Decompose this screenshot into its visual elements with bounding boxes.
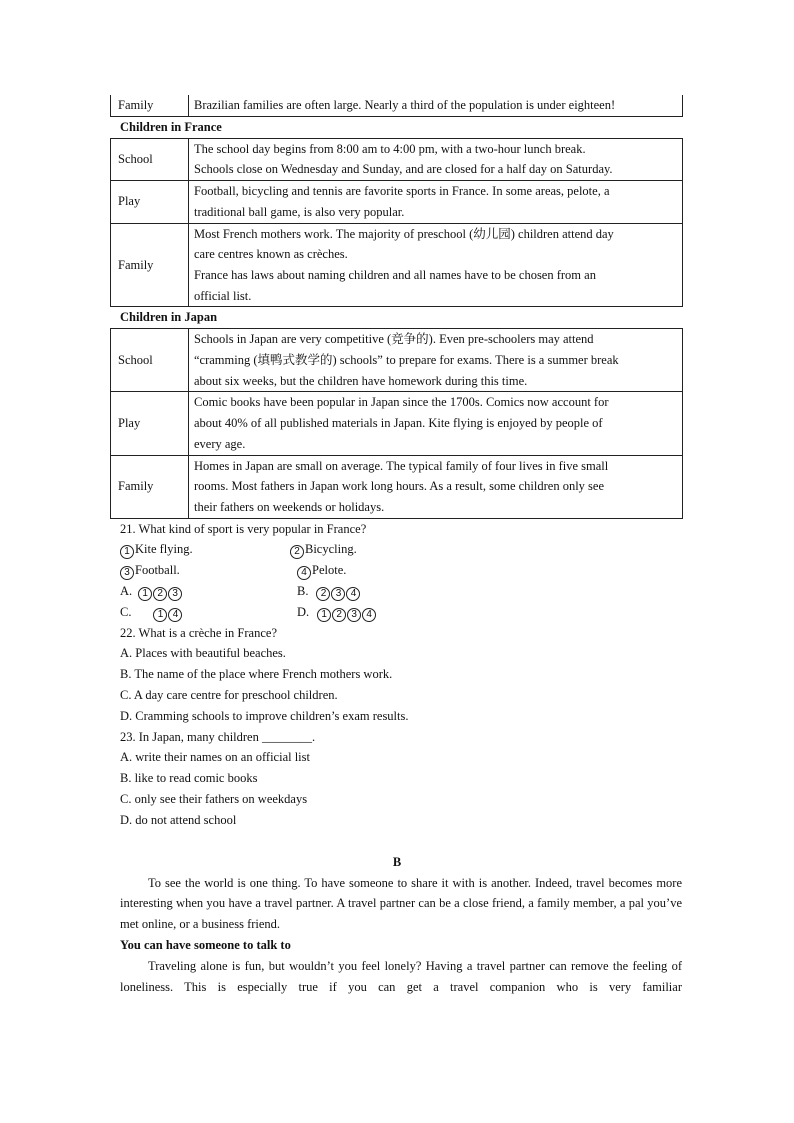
table-row [111,181,683,223]
row-text-line: Comic books have been popular in Japan since the 1700s. Comics now account for [194,395,609,410]
row-text-line: “cramming (填鸭式教学的) schools” to prepare for exams. There is a summer break [194,353,619,368]
row-text-line: about six weeks, but the children have homework during this time. [194,373,528,388]
france-heading: Children in France [120,119,222,134]
choice-letter: C. [120,604,132,619]
row-text-line: Schools close on Wednesday and Sunday, and are closed for a half day on Saturday. [194,162,613,177]
row-text-line: The school day begins from 8:00 am to 4:00 pm, with a two-hour lunch break. [194,141,586,156]
q21-choices-row1 [110,581,684,602]
q21-choice-d [297,602,377,623]
circled-number-icon: 2 [153,587,167,601]
row-label: Family [111,455,189,518]
row-label: Family [111,95,189,116]
row-text [189,455,683,518]
q21-item-4: 4 Pelote. [297,560,346,581]
circled-number-icon: 2 [332,608,346,622]
q23-option-a: A. write their names on an official list [120,750,310,765]
row-text [189,181,683,223]
q23-option-c: C. only see their fathers on weekdays [120,792,308,807]
q23-stem: 23. In Japan, many children ________. [120,729,316,744]
q23-option-d: D. do not attend school [120,812,237,827]
circled-number-icon: 4 [297,566,311,580]
circled-number-icon: 3 [331,587,345,601]
q21-items-row2 [110,560,684,581]
row-text [189,392,683,455]
q22-stem: 22. What is a crèche in France? [120,625,277,640]
row-text-line: Football, bicycling and tennis are favorite sports in France. In some areas, pelote, a [194,184,610,199]
q22-option-b: B. The name of the place where French mothers work. [120,667,393,682]
circled-number-icon: 3 [168,587,182,601]
q21-item-3: 3 Football. [120,563,180,577]
q21-choice-a [120,584,183,598]
row-label: School [111,138,189,180]
row-text-line: care centres known as crèches. [194,247,348,262]
choice-letter: A. [120,584,133,599]
table-row [111,95,683,116]
row-label: Play [111,392,189,455]
table-row [111,455,683,518]
row-label: Play [111,181,189,223]
q23-option-b: B. like to read comic books [120,771,258,786]
row-label: School [111,329,189,392]
q21-choices-row2 [110,602,684,623]
section-b-title: B [392,854,402,869]
table-row [111,329,683,392]
q21-stem: 21. What kind of sport is very popular in France? [120,521,367,536]
japan-heading: Children in Japan [120,310,218,325]
row-text: Brazilian families are often large. Nearly a third of the population is under eighteen! [189,95,683,116]
row-text-line: about 40% of all published materials in Japan. Kite flying is enjoyed by people of [194,416,603,431]
row-text-line: Most French mothers work. The majority of preschool (幼儿园) children attend day [194,226,614,241]
circled-number-icon: 1 [317,608,331,622]
row-text-line: Schools in Japan are very competitive (竞争的). Even pre-schoolers may attend [194,332,594,347]
row-text-line: every age. [194,436,246,451]
row-text-line: their fathers on weekends or holidays. [194,499,385,514]
circled-number-icon: 3 [347,608,361,622]
q21-items-row1 [110,539,684,560]
table-row [111,138,683,180]
circled-number-icon: 1 [153,608,167,622]
circled-number-icon: 4 [168,608,182,622]
circled-number-icon: 1 [138,587,152,601]
choice-letter: B. [297,584,309,599]
row-text-line: Homes in Japan are small on average. The typical family of four lives in five small [194,458,609,473]
brazil-table [110,95,683,117]
choice-letter: D. [297,604,310,619]
circled-number-icon: 1 [120,545,134,559]
row-text-line: rooms. Most fathers in Japan work long hours. As a result, some children only see [194,479,605,494]
circled-number-icon: 4 [346,587,360,601]
row-text-line: France has laws about naming children and all names have to be chosen from an [194,267,596,282]
q21-choice-c [120,605,183,619]
document-page [110,95,684,998]
france-table [110,138,683,308]
circled-number-icon: 4 [362,608,376,622]
row-text [189,138,683,180]
table-row [111,392,683,455]
row-text-line: official list. [194,288,252,303]
q22-option-d: D. Cramming schools to improve children’s exam results. [120,708,409,723]
section-b-heading: You can have someone to talk to [120,938,291,952]
section-b-paragraph-1: To see the world is one thing. To have someone to share it with is another. Indeed, travel becomes more interesting when you have a travel partner. A travel partner can be a close friend, a family member, a pal you’ve met online, or a business friend. [120,875,682,932]
row-text-line: traditional ball game, is also very popular. [194,204,405,219]
circled-number-icon: 2 [316,587,330,601]
row-text [189,329,683,392]
q22-option-a: A. Places with beautiful beaches. [120,646,286,661]
circled-number-icon: 3 [120,566,134,580]
q21-item-1: 1 Kite flying. [120,542,193,556]
section-b-paragraph-2: Traveling alone is fun, but wouldn’t you feel lonely? Having a travel partner can remove the feeling of loneliness. This is especially true if you can get a travel companion who is very familiar [120,959,682,994]
q21-item-2: 2 Bicycling. [290,539,357,560]
row-label: Family [111,223,189,307]
table-row [111,223,683,307]
q21-choice-b [297,581,361,602]
circled-number-icon: 2 [290,545,304,559]
japan-table [110,328,683,518]
row-text [189,223,683,307]
q22-option-c: C. A day care centre for preschool children. [120,688,338,703]
